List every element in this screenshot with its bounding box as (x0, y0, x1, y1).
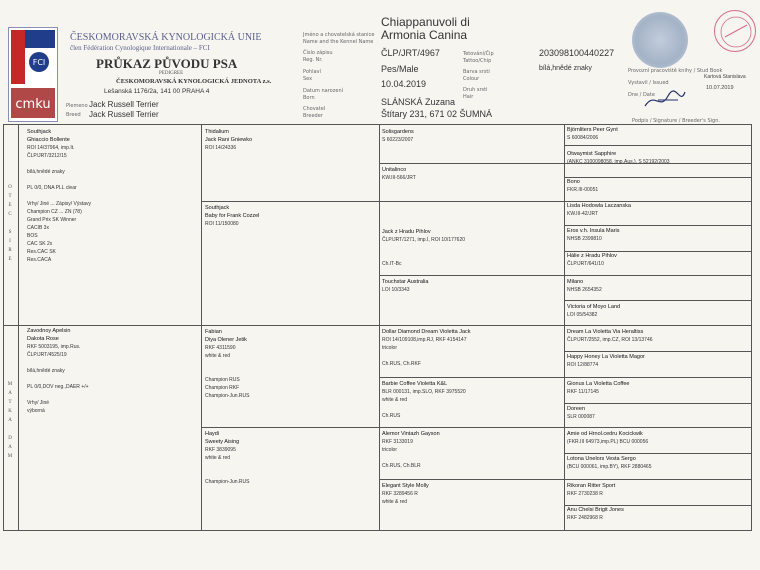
doc-subtitle: PEDIGREE (159, 71, 184, 76)
grandparent-cell (205, 128, 373, 152)
dog-detail (27, 176, 197, 184)
dog-detail: Champion-Jun.RUS (205, 479, 250, 485)
side-letter: A (8, 445, 12, 450)
dog-detail (27, 160, 197, 168)
cmku-logo-icon (11, 88, 55, 118)
dog-detail (27, 375, 197, 383)
g3-cell (567, 430, 751, 446)
dog-detail: S 60223/2007 (382, 137, 414, 143)
dog-detail: ČLP/JRT/1271, imp.I, ROI 10/177620 (382, 237, 466, 243)
dog-detail: LOI 10/3343 (382, 287, 410, 293)
side-letter: I (9, 239, 11, 244)
great-grandparent-cell (382, 482, 562, 506)
fci-flag-icon (11, 30, 55, 84)
dog-detail: RKF 4311590 (205, 345, 236, 351)
signature-label: Podpis / Signature / Breeder's Sign. (632, 118, 720, 124)
dog-name: Happy Honey La Violetta Magor (567, 354, 645, 360)
g3-cell (567, 506, 751, 522)
side-letter: T (8, 194, 12, 199)
tattoo-label-en: Tattoo/Chip (463, 58, 492, 64)
breeder-name: SLÁNSKÁ Zuzana (381, 97, 456, 107)
issued-label: Vystavil / Issued (628, 80, 669, 86)
grandparent-cell (205, 204, 373, 228)
dog-detail: ČLP/JRT/4525/19 (27, 352, 67, 358)
dog-detail: RKF 5003195, imp.Rus. (27, 344, 81, 350)
dog-detail: Champion CZ ... ZN (78) (27, 209, 82, 215)
birth-label-en: Born (303, 95, 315, 101)
dog-detail (205, 360, 373, 368)
dog-name: Baby for Frank Cozzel (205, 213, 260, 219)
g3-cell (567, 455, 751, 471)
date-label: Dne / Date (628, 92, 655, 98)
mother-side-label (6, 380, 14, 461)
dog-detail: bílá,hnědé znaky (27, 169, 65, 175)
issuer-address: Lešanská 1176/2a, 141 00 PRAHA 4 (104, 88, 210, 95)
dog-name: Dream La Violetta Via Heraltiss (567, 329, 644, 335)
issue-date: 10.07.2019 (706, 85, 734, 91)
hologram-seal (632, 12, 688, 68)
official-stamp (714, 10, 756, 52)
dog-detail: LOI 05/54382 (567, 312, 598, 318)
dog-detail: Grand Prix SK Winner (27, 217, 77, 223)
dog-detail: (BCU 000061, imp.BY), RKF 2880465 (567, 464, 652, 470)
breed-label-cz: Plemeno (66, 103, 88, 109)
dog-detail: tricolor (382, 447, 398, 453)
dog-detail (382, 244, 562, 252)
dog-name: Rikoran Ritter Sport (567, 483, 616, 489)
g3-cell (567, 150, 751, 166)
great-grandparent-cell (382, 328, 562, 368)
dog-detail (205, 470, 373, 478)
g3-cell (567, 405, 751, 421)
dog-detail: RKF 11/17145 (567, 389, 599, 395)
dog-name: Lotona Unelors Vesta Sergo (567, 456, 636, 462)
sire-cell (27, 128, 197, 264)
dog-detail: NHSB 2399810 (567, 236, 602, 242)
side-letter: K (8, 409, 12, 414)
reg-number: ČLP/JRT/4967 (381, 48, 440, 58)
dog-name: Sweety Aising (205, 439, 240, 445)
dam-name1: Zavodnoy Apelsin (27, 328, 71, 334)
color-label-cz: Barva srsti (463, 69, 490, 75)
dog-name: Solisgardens (382, 129, 414, 135)
color-value: bílá,hnědé znaky (539, 65, 592, 72)
dog-detail: PL 0/0, DNA PLL clear (27, 185, 77, 191)
father-side-label (6, 183, 14, 264)
dog-detail: ROI 14/109108,imp.RJ, RKF 4154147 (382, 337, 467, 343)
breeder-address: Štítary 231, 671 02 ŠUMNÁ (381, 109, 493, 119)
studbook-label: Provozní pracoviště knihy / Stud Book (628, 68, 723, 74)
dog-name: Alemor Vintazh Gayson (382, 431, 440, 437)
dog-detail (382, 352, 562, 360)
dog-detail: NHSB 2654352 (567, 287, 602, 293)
dog-name: Doreen (567, 406, 586, 412)
dog-detail (27, 359, 197, 367)
doc-title: PRŮKAZ PŮVODU PSA (96, 56, 238, 71)
org-name: ČESKOMORAVSKÁ KYNOLOGICKÁ UNIE (70, 32, 262, 43)
dog-name: Anu Chelsi Brigit Jones (567, 507, 624, 513)
name-label-en: Name and the Kennel Name (303, 39, 374, 45)
great-grandparent-cell (382, 278, 562, 294)
g3-cell (567, 380, 751, 396)
svg-text:FCI: FCI (32, 58, 46, 67)
great-grandparent-cell (382, 166, 562, 182)
side-letter (6, 219, 14, 228)
g3-cell (567, 482, 751, 498)
fci-logo (8, 27, 58, 122)
dog-detail: výborná (27, 408, 45, 414)
side-letter: A (8, 418, 12, 423)
breed-value-en: Jack Russell Terrier (89, 110, 159, 119)
side-letter (6, 425, 14, 434)
great-grandparent-cell (382, 380, 562, 420)
dog-detail (382, 454, 562, 462)
breeder-label-en: Breeder (303, 113, 323, 119)
dog-name: Diya Olener Jetik (205, 337, 247, 343)
dog-name-line2: Armonia Canina (381, 28, 468, 42)
dog-name: Dollar Diamond Dream Violetta Jack (382, 329, 471, 335)
dog-detail: CACIB 3x (27, 225, 49, 231)
dog-detail: Champion RKF (205, 385, 240, 391)
dog-detail: (ANKC 3100098058, imp.Aus.), S 52192/2003 (567, 159, 670, 165)
issuer: ČESKOMORAVSKÁ KYNOLOGICKÁ JEDNOTA z.s. (116, 78, 272, 85)
birth-label-cz: Datum narození (303, 88, 343, 94)
dog-detail: white & red (205, 455, 231, 461)
hair-label-cz: Druh srsti (463, 87, 488, 93)
side-letter: M (7, 454, 13, 459)
g3-cell (567, 328, 751, 344)
dog-name: Jack Rani Gniewko (205, 137, 253, 143)
g3-cell (567, 278, 751, 294)
dog-detail: ČLP/JRT/2552, imp.CZ, ROI 13/13746 (567, 337, 653, 343)
dog-detail: KW.III-566/JRT (382, 175, 416, 181)
dog-detail: ROI 14/37964, imp.It. (27, 145, 75, 151)
breeder-label-cz: Chovatel (303, 106, 326, 112)
dog-name: Haydi (205, 431, 220, 437)
dog-detail: ČLP/JRT/3212/15 (27, 153, 67, 159)
dog-name: Hálie z Hradu Pihlov (567, 253, 617, 259)
dog-detail (27, 192, 197, 200)
svg-text:cmku: cmku (15, 97, 51, 112)
dog-detail: RKF 3839095 (205, 447, 236, 453)
great-grandparent-cell (382, 128, 562, 144)
dog-detail: Ch.IT-Bc (382, 261, 402, 267)
dog-name: Fabian (205, 329, 222, 335)
dog-name: Gionus La Violetta Coffee (567, 381, 630, 387)
dog-detail: FKR.III-00051 (567, 187, 599, 193)
dog-detail: KW.III-42/JRT (567, 211, 599, 217)
great-grandparent-cell (382, 430, 562, 470)
dog-detail: Champion-Jun.RUS (205, 393, 250, 399)
dog-name: Jack z Hradu Pihlov (382, 229, 431, 235)
dog-detail: BOS (27, 233, 38, 239)
dog-detail: ROI 14/24336 (205, 145, 237, 151)
reg-label-en: Reg. Nr. (303, 57, 323, 63)
dog-detail: Res.CAC SK (27, 249, 56, 255)
dog-detail: BLR 000131, imp.SLO, RKF 3975520 (382, 389, 466, 395)
sire-name2: Ghiaccio Bollente (27, 137, 70, 143)
stamp-icon (715, 11, 757, 53)
great-grandparent-cell (382, 228, 562, 268)
name-label-cz: Jméno a chovatelská stanice (303, 32, 375, 38)
side-letter: T (8, 400, 12, 405)
dog-detail: SLR 000087 (567, 414, 595, 420)
dog-detail: tricolor (382, 345, 398, 351)
hair-label-en: Hair (463, 94, 474, 100)
grandparent-cell (205, 328, 373, 400)
issuer-signer: Kartová Stanislava (704, 74, 746, 80)
dog-detail: Vrhy/ Jiné (27, 400, 50, 406)
dog-name-line1: Chiappanuvoli di (381, 15, 470, 29)
dog-name: Björnliters Peer Gynt (567, 127, 618, 133)
dog-name: Eros v.h. Insula Maris (567, 228, 620, 234)
org-fci-line: člen Fédération Cynologique Internationale – FCI (70, 44, 210, 52)
dog-name: Lisda Hodowla Laczanska (567, 203, 631, 209)
dog-name: Thidalium (205, 129, 229, 135)
g3-cell (567, 178, 751, 194)
g3-cell (567, 227, 751, 243)
dog-detail: Vrhy/ Jiné ... Zápisy/ Výstavy (27, 201, 92, 207)
dog-detail: (FKR.III 64973,imp.PL) BCU 000056 (567, 439, 649, 445)
dog-name: Unitalinco (382, 167, 407, 173)
breed-label-en: Breed (66, 112, 81, 118)
color-label-en: Colour (463, 76, 480, 82)
dog-detail: CAC SK 2x (27, 241, 53, 247)
birth-date: 10.04.2019 (381, 79, 427, 89)
side-letter: A (8, 391, 12, 396)
dog-detail: PL 0/0,DOV neg.,DAER +/+ (27, 384, 89, 390)
dog-detail: RKF 2730238 R (567, 491, 603, 497)
dog-name: Victoria of Moyo Land (567, 304, 621, 310)
dam-cell (27, 327, 197, 415)
dog-detail (382, 404, 562, 412)
dog-detail: RKF 3289456 R (382, 491, 418, 497)
dog-detail: Res.CACA (27, 257, 52, 263)
sex-label-cz: Pohlaví (303, 69, 321, 75)
dog-detail: S 60084/2006 (567, 135, 599, 141)
dog-detail: bílá,hnědé znaky (27, 368, 65, 374)
g3-cell (567, 202, 751, 218)
sex-value: Pes/Male (381, 64, 419, 74)
g3-cell (567, 303, 751, 319)
dog-detail: ROI 11/150080 (205, 221, 239, 227)
side-letter: E (8, 257, 12, 262)
dog-detail (205, 368, 373, 376)
dog-detail: RKF 2482968 R (567, 515, 603, 521)
dog-detail: ROI 12/88774 (567, 362, 599, 368)
dog-name: Milano (567, 279, 584, 285)
reg-label-cz: Číslo zápisu (303, 50, 333, 56)
dog-name: Bono (567, 179, 580, 185)
dog-detail: white & red (382, 499, 408, 505)
dog-detail: ČLP/JRT/641/10 (567, 261, 604, 267)
dog-name: Touchstar Australia (382, 279, 429, 285)
breed-value-cz: Jack Russell Terrier (89, 100, 159, 109)
dog-detail: Champion RUS (205, 377, 240, 383)
side-letter: M (7, 382, 13, 387)
g3-cell (567, 353, 751, 369)
g3-cell (567, 126, 751, 142)
dog-name: Barbie Coffee Violetta K&L (382, 381, 448, 387)
grandparent-cell (205, 430, 373, 486)
side-letter: O (8, 185, 12, 190)
side-letter: R (8, 248, 12, 253)
side-letter: S (8, 230, 12, 235)
dog-detail: Ch.RUS (382, 413, 401, 419)
dog-name: Amie od Hrnol.cedru Kocickwik (567, 431, 643, 437)
dog-detail: Ch.RUS, Ch.RKF (382, 361, 421, 367)
sire-name1: Southjack (27, 129, 52, 135)
chip-number: 203098100440227 (539, 48, 615, 58)
sex-label-en: Sex (303, 76, 313, 82)
g3-cell (567, 252, 751, 268)
dog-detail: white & red (382, 397, 408, 403)
side-letter: E (8, 203, 12, 208)
dog-detail: white & red (205, 353, 231, 359)
side-letter: D (8, 436, 12, 441)
dog-detail (27, 391, 197, 399)
dog-detail: RKF 3133019 (382, 439, 413, 445)
dog-detail: Ch.RUS, Ch.BLR (382, 463, 421, 469)
dog-detail (205, 462, 373, 470)
signature-icon (640, 86, 690, 116)
dog-detail (382, 252, 562, 260)
tattoo-label-cz: Tetování/Čip (463, 51, 494, 57)
dog-name: Elegant Style Molly (382, 483, 429, 489)
dog-name: Otwaymist Sapphire (567, 151, 617, 157)
side-letter: C (8, 212, 12, 217)
dog-name: Southjack (205, 205, 230, 211)
dam-name2: Dakota Rose (27, 336, 59, 342)
